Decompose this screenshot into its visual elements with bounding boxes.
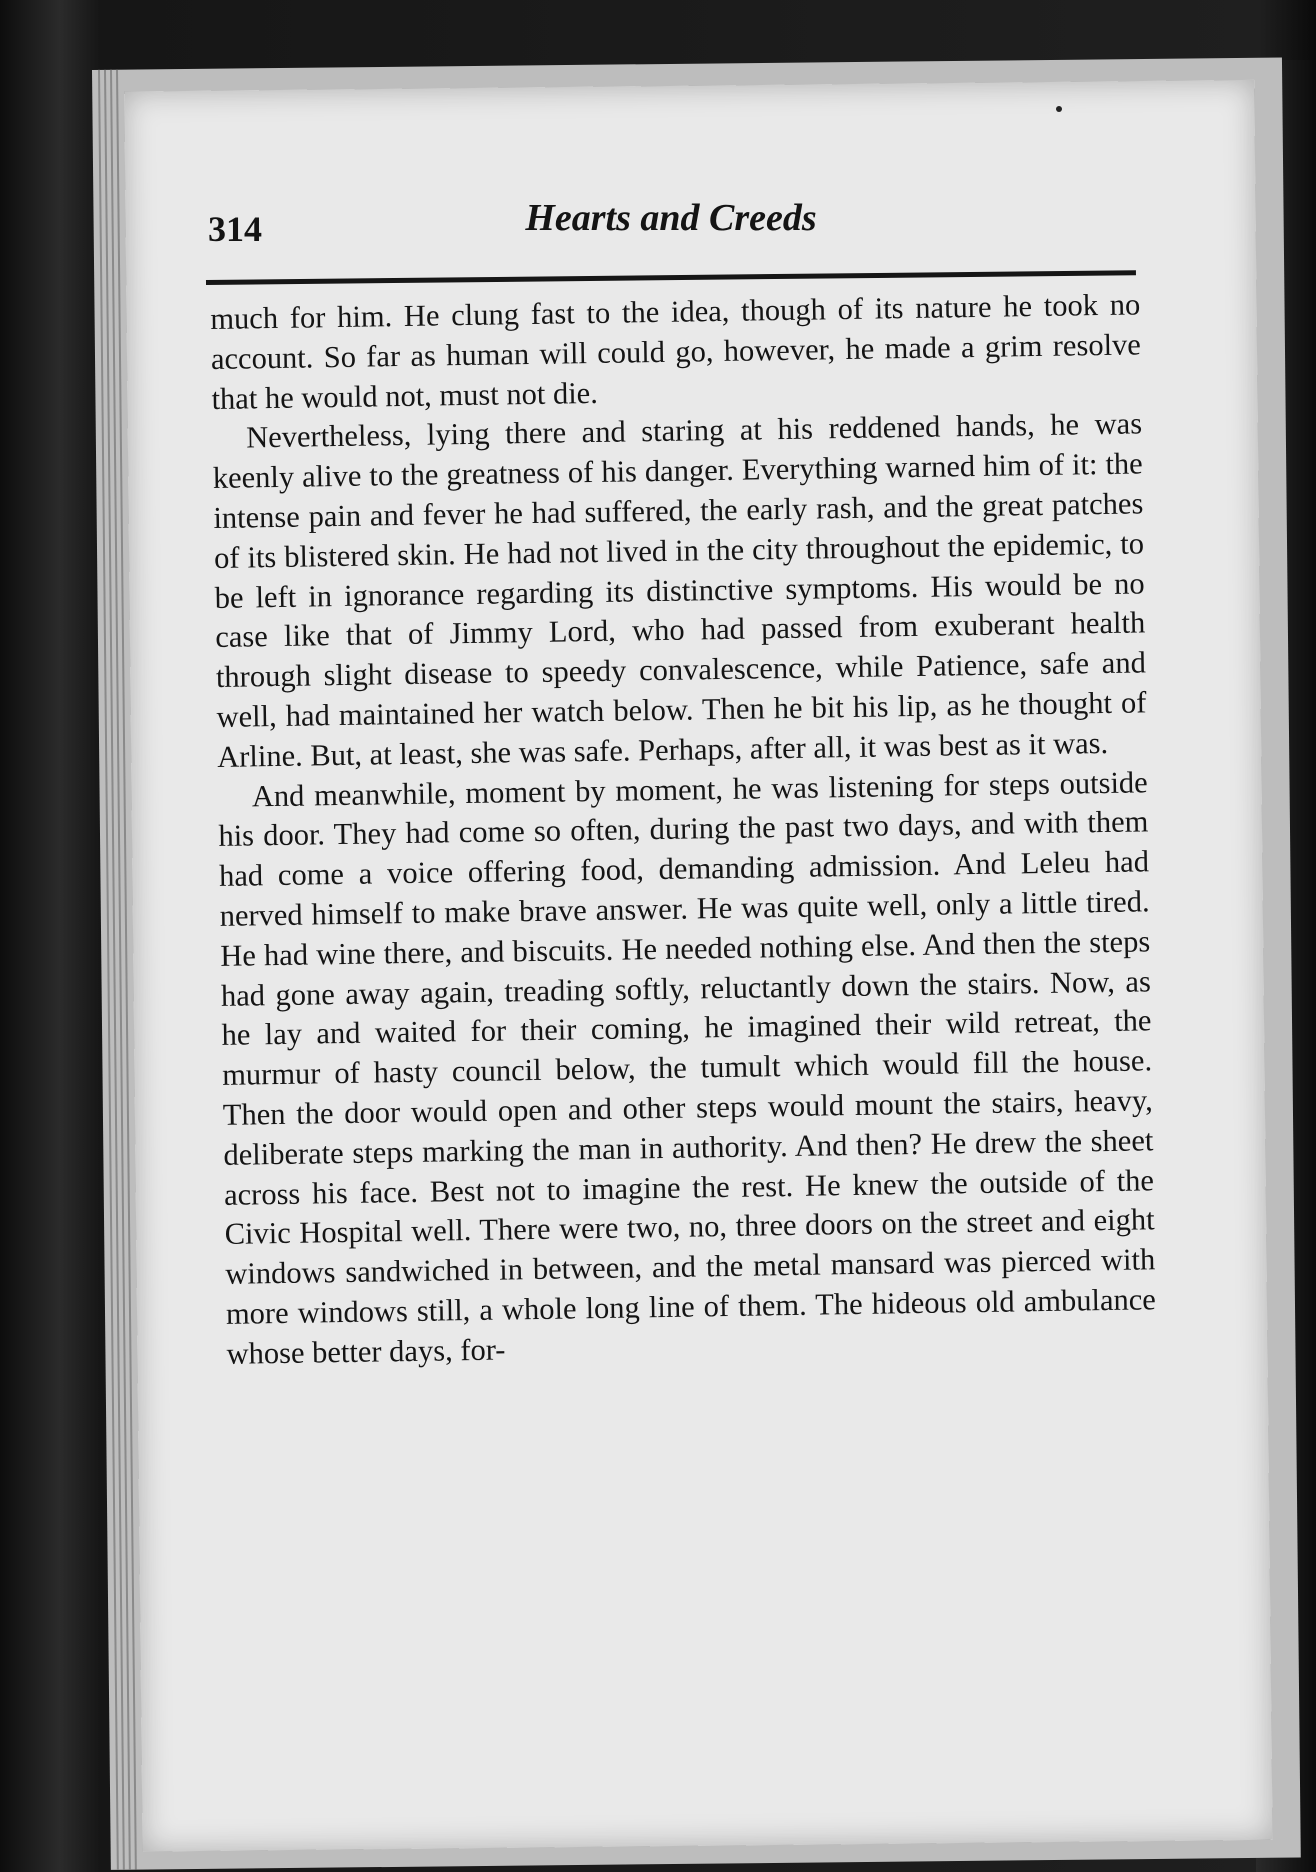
running-title: Hearts and Creeds bbox=[525, 197, 817, 239]
print-speck bbox=[1056, 106, 1062, 112]
paragraph: Nevertheless, lying there and staring at his reddened hands, he was keenly alive to the greatness of his danger. Everything warned him of it: the intense pain and fever he had suffered, the early rash, and the great patches of its blistered skin. He had not lived in the city throughout the epidemic, to be left in ignorance regarding its distinctive symptoms. His would be no case like that of Jimmy Lord, who had passed from exuberant health through slight disease to speedy convalescence, while Patience, safe and well, had maintained her watch below. Then he bit his lip, as he thought of Arline. But, at least, she was safe. Perhaps, after all, it was best as it was. bbox=[212, 406, 1147, 774]
page-number: 314 bbox=[208, 209, 262, 249]
body-text bbox=[210, 285, 1157, 1374]
paragraph: And meanwhile, moment by moment, he was listening for steps outside his door. They had come so often, during the past two days, and with them had come a voice offering food, demanding admission. And Leleu had nerved himself to make brave answer. He was quite well, only a little tired. He had wine there, and biscuits. He needed nothing else. And then the steps had gone away again, treading softly, reluctantly down the stairs. Now, as he lay and waited for their coming, he imagined their wild retreat, the murmur of hasty council below, the tumult which would fill the house. Then the door would open and other steps would mount the stairs, heavy, deliberate steps marking the man in authority. And then? He drew the sheet across his face. Best not to imagine the rest. He knew the outside of the Civic Hospital well. There were two, no, three doors on the street and eight windows sandwiched in between, and the metal mansard was pierced with more windows still, a whole long line of them. The hideous old ambulance whose better days, for- bbox=[218, 764, 1157, 1371]
page-header bbox=[206, 178, 1136, 248]
paragraph: much for him. He clung fast to the idea, though of its nature he took no account. So far as human will could go, however, he made a grim resolve that he would not, must not die. bbox=[210, 287, 1142, 416]
